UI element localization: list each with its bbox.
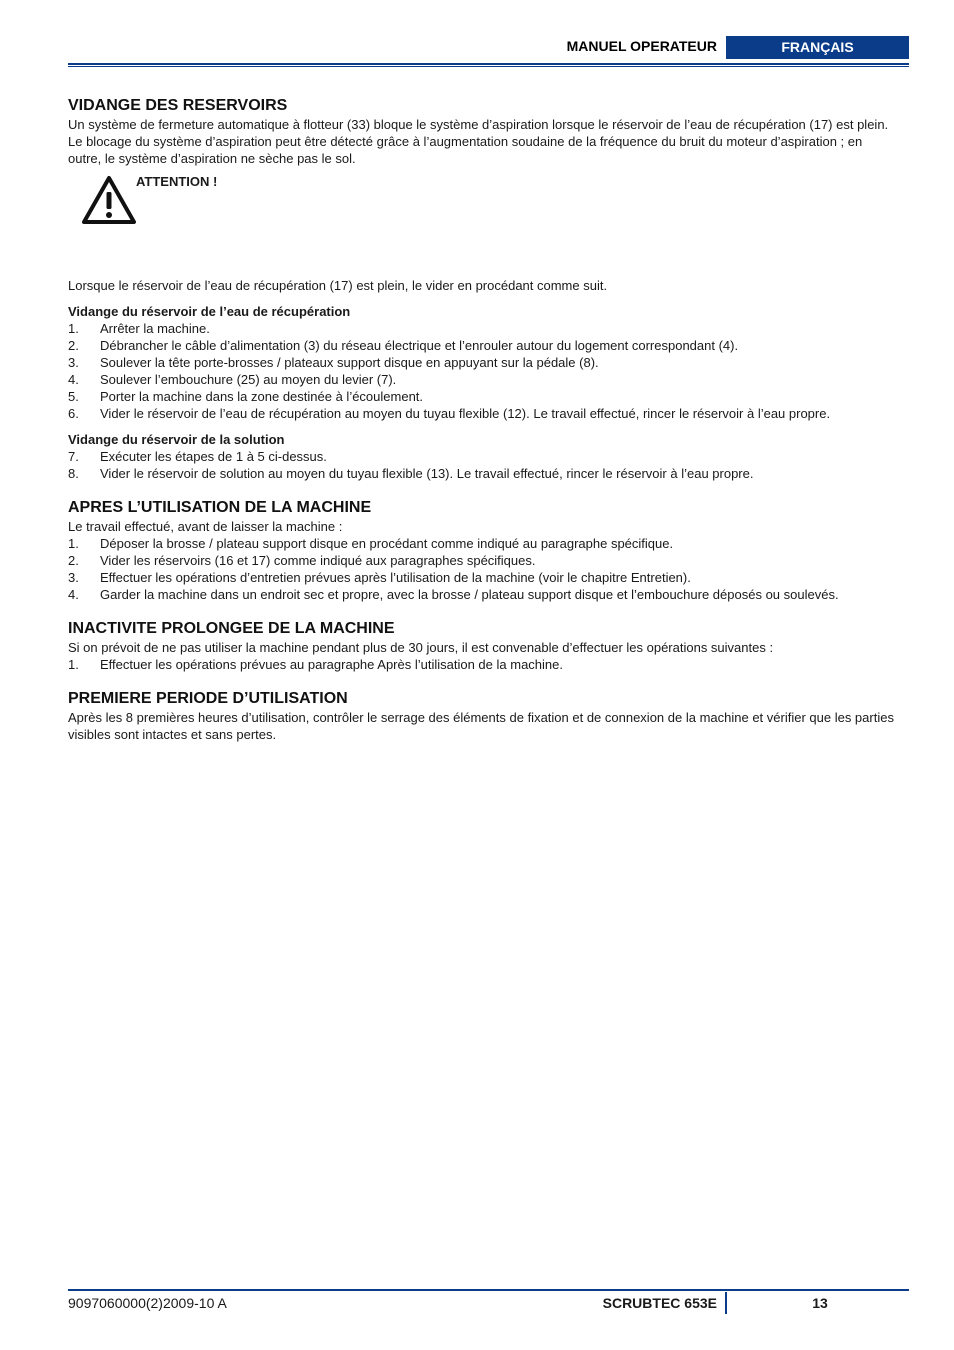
page-content	[68, 96, 898, 743]
list-item	[68, 656, 898, 673]
list-number: 4.	[68, 587, 79, 602]
footer-separator	[725, 1292, 727, 1314]
document-code: 9097060000(2)2009-10 A	[68, 1295, 227, 1311]
steps-list	[68, 448, 898, 482]
paragraph: Après les 8 premières heures d’utilisation, contrôler le serrage des éléments de fixation et de connexion de la machine et vérifier que les parties visibles sont intactes et sans pertes.	[68, 710, 894, 742]
list-number: 2.	[68, 553, 79, 568]
section-apres	[68, 498, 898, 603]
list-text: Porter la machine dans la zone destinée à l’écoulement.	[100, 389, 424, 404]
list-number: 1.	[68, 536, 79, 551]
section-heading: APRES L’UTILISATION DE LA MACHINE	[68, 499, 372, 516]
list-item	[68, 388, 898, 405]
list-text: Arrêter la machine.	[100, 321, 210, 336]
language-label: FRANÇAIS	[726, 36, 909, 59]
list-text: Exécuter les étapes de 1 à 5 ci-dessus.	[100, 449, 327, 464]
list-text: Vider les réservoirs (16 et 17) comme indiqué aux paragraphes spécifiques.	[100, 553, 536, 568]
steps-list	[68, 320, 898, 422]
list-text: Garder la machine dans un endroit sec et propre, avec la brosse / plateau support disque et l’embouchure déposés ou soulevés.	[100, 587, 839, 602]
steps-list	[68, 656, 898, 673]
section-heading: VIDANGE DES RESERVOIRS	[68, 97, 288, 114]
list-text: Soulever la tête porte-brosses / plateaux support disque en appuyant sur la pédale (8).	[100, 355, 599, 370]
section-heading: PREMIERE PERIODE D’UTILISATION	[68, 690, 348, 707]
list-number: 4.	[68, 372, 79, 387]
manual-title: MANUEL OPERATEUR	[566, 38, 717, 54]
list-item	[68, 405, 898, 422]
list-item	[68, 586, 898, 603]
list-text: Effectuer les opérations prévues au paragraphe Après l’utilisation de la machine.	[100, 657, 563, 672]
footer-rule	[68, 1289, 909, 1291]
list-item	[68, 465, 898, 482]
section-vidange	[68, 96, 898, 482]
list-number: 1.	[68, 657, 79, 672]
list-number: 6.	[68, 406, 79, 421]
list-item	[68, 535, 898, 552]
list-text: Soulever l’embouchure (25) au moyen du levier (7).	[100, 372, 397, 387]
model-name: SCRUBTEC 653E	[602, 1295, 717, 1311]
list-text: Débrancher le câble d’alimentation (3) du réseau électrique et l’enrouler autour du logement correspondant (4).	[100, 338, 739, 353]
list-item	[68, 337, 898, 354]
subsection-title: Vidange du réservoir de l’eau de récupération	[68, 304, 351, 319]
list-item	[68, 552, 898, 569]
list-text: Effectuer les opérations d’entretien prévues après l’utilisation de la machine (voir le chapitre Entretien).	[100, 570, 691, 585]
list-number: 3.	[68, 570, 79, 585]
list-number: 2.	[68, 338, 79, 353]
list-item	[68, 448, 898, 465]
list-item	[68, 371, 898, 388]
paragraph: Un système de fermeture automatique à flotteur (33) bloque le système d’aspiration lorsque le réservoir de l’eau de récupération (17) est plein.	[68, 117, 889, 132]
paragraph: Si on prévoit de ne pas utiliser la machine pendant plus de 30 jours, il est convenable d’effectuer les opérations suivantes :	[68, 640, 774, 655]
list-item	[68, 569, 898, 586]
list-text: Déposer la brosse / plateau support disque en procédant comme indiqué au paragraphe spécifique.	[100, 536, 674, 551]
list-number: 1.	[68, 321, 79, 336]
warning-triangle-icon	[81, 175, 137, 225]
list-number: 8.	[68, 466, 79, 481]
list-text: Vider le réservoir de l’eau de récupération au moyen du tuyau flexible (12). Le travail effectué, rincer le réservoir à l’eau propre.	[100, 406, 831, 421]
page-number: 13	[812, 1295, 828, 1311]
section-inactivite	[68, 619, 898, 673]
paragraph: Le blocage du système d’aspiration peut être détecté grâce à l’augmentation soudaine de la fréquence du bruit du moteur d’aspiration ; en outre, le système d’aspiration ne sèche pas le sol.	[68, 134, 863, 166]
section-premiere	[68, 689, 898, 743]
list-text: Vider le réservoir de solution au moyen du tuyau flexible (13). Le travail effectué, rincer le réservoir à l’eau propre.	[100, 466, 754, 481]
list-number: 7.	[68, 449, 79, 464]
list-item	[68, 320, 898, 337]
list-item	[68, 354, 898, 371]
header-rule	[68, 63, 909, 65]
paragraph: Lorsque le réservoir de l’eau de récupération (17) est plein, le vider en procédant comme suit.	[68, 278, 608, 293]
warning-title: ATTENTION !	[136, 174, 218, 189]
paragraph: Le travail effectué, avant de laisser la machine :	[68, 519, 343, 534]
steps-list	[68, 535, 898, 603]
list-number: 5.	[68, 389, 79, 404]
subsection-title: Vidange du réservoir de la solution	[68, 432, 285, 447]
header-rule-thin	[68, 66, 909, 67]
warning-box	[68, 173, 898, 269]
section-heading: INACTIVITE PROLONGEE DE LA MACHINE	[68, 620, 395, 637]
list-number: 3.	[68, 355, 79, 370]
